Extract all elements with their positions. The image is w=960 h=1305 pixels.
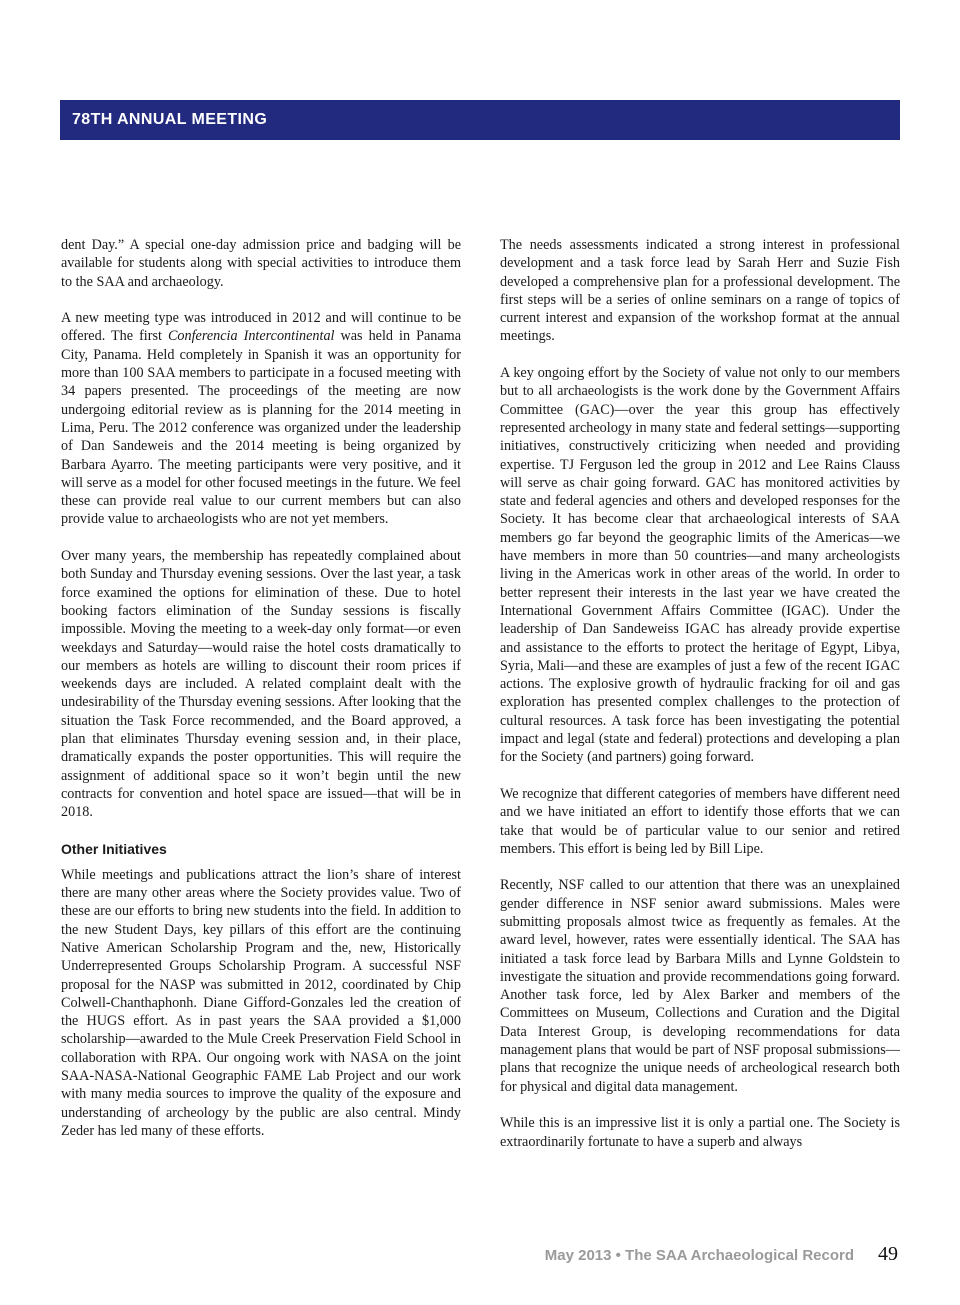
section-banner <box>60 100 900 140</box>
right-paragraph-1: The needs assessments indicated a strong interest in professional development and a task force lead by Sarah Herr and Suzie Fish developed a comprehensive plan for a professional development. The first steps will be a series of online seminars on a range of topics of current interest and expansion of the workshop format at the annual meetings. <box>500 237 900 345</box>
journal-running-footer: May 2013 • The SAA Archaeological Record <box>544 1247 854 1264</box>
section-banner-title: 78TH ANNUAL MEETING <box>72 111 268 128</box>
right-column <box>500 236 900 1169</box>
conference-name-italic: Conferencia Intercontinental <box>167 328 335 345</box>
section-heading-other-initiatives: Other Initiatives <box>61 840 167 857</box>
page-number: 49 <box>878 1243 898 1265</box>
left-column <box>61 236 461 1159</box>
left-paragraph-2-end: was held in Panama City, Panama. Held completely in Spanish it was an opportunity for more than 100 SAA members to participate in a focused meeting with 34 papers presented. The proceedings of the meeting are now undergoing editorial review as is planning for the 2014 meeting in Lima, Peru. The 2012 conference was organized under the leadership of Dan Sandeweis and the 2014 meeting is being organized by Barbara Ayarro. The meeting participants were very positive, and it will serve as a model for other focused meetings in the future. We feel these can provide real value to our current members but can also provide value to archaeologists who are not yet members. <box>61 328 461 528</box>
left-paragraph-4: While meetings and publications attract the lion’s share of interest there are many other areas where the Society provides value. Two of these are our efforts to bring new students into the field. In addition to the new Student Days, key pillars of this effort are the continuing Native American Scholarship Program and the, new, Historically Underrepresented Groups Scholarship Program. A successful NSF proposal for the NASP was submitted in 2012, coordinated by Chip Colwell-Chanthaphonh. Diane Gifford-Gonzales led the creation of the HUGS effort. As in past years the SAA provided a $1,000 scholarship—awarded to the Mule Creek Preservation Field School in collaboration with RPA. Our ongoing work with NASA on the joint SAA-NASA-National Geographic FAME Lab Project and our work with many media sources to improve the quality of the exposure and understanding of archeology by the public are also central. Mindy Zeder has led many of these efforts. <box>61 866 461 1139</box>
left-paragraph-1: dent Day.” A special one-day admission price and badging will be available for students along with special activities to introduce them to the SAA and archaeology. <box>61 237 461 290</box>
left-paragraph-2 <box>61 309 461 529</box>
right-paragraph-2: A key ongoing effort by the Society of value not only to our members but to all archaeologists is the work done by the Government Affairs Committee (GAC)—over the year this group has effectively represented archeology in many state and federal settings—supporting initiatives, constructively criticizing when needed and providing expertise. TJ Ferguson led the group in 2012 and Lee Rains Clauss will serve as chair going forward. GAC has monitored activities by state and federal agencies and others and developed responses for the Society. It has become clear that archaeological interests of SAA members go far beyond the geographic limits of the Americas—we have members in more than 50 countries—and many archeologists living in the Americas work in other areas of the world. In order to better represent their interests in the last year we have created the International Government Affairs Committee (IGAC). Under the leadership of Dan Sandeweiss IGAC has already provide expertise and assistance to the efforts to protect the heritage of Egypt, Libya, Syria, Mali—and these are examples of just a few of the recent IGAC actions. The explosive growth of hydraulic fracking for oil and gas exploration has presented complex challenges to the protection of cultural resources. A task force has been investigating the potential impact and legal (state and federal) protections and developing a plan for the Society (and partners) going forward. <box>500 365 900 766</box>
left-paragraph-2-start: A new meeting type was introduced in 2012 and will continue to be offered. The first <box>61 310 461 345</box>
left-paragraph-3: Over many years, the membership has repeatedly complained about both Sunday and Thursday evening sessions. Over the last year, a task force examined the options for elimination of these. Due to hotel booking factors elimination of the Sunday sessions is fiscally impossible. Moving the meeting to a week-day only format—or even weekdays and Saturday—would raise the hotel costs dramatically to our members as hotels are willing to discount their room prices if weekends days are included. A related complaint dealt with the undesirability of the Thursday evening sessions. After looking that the situation the Task Force recommended, and the Board approved, a plan that eliminates Thursday evening session and, in their place, dramatically expands the poster opportunities. This will require the assignment of additional space so it won’t begin until the new contracts for convention and hotel space are issued—that will be in 2018. <box>61 548 461 821</box>
right-paragraph-5: While this is an impressive list it is only a partial one. The Society is extraordinarily fortunate to have a superb and always <box>500 1115 900 1150</box>
page-footer <box>545 1243 898 1273</box>
right-paragraph-4: Recently, NSF called to our attention that there was an unexplained gender difference in NSF senior award submissions. Males were submitting proposals almost twice as frequently as females. At the award level, however, rates were essentially identical. The SAA has initiated a task force lead by Barbara Mills and Lynne Goldstein to investigate the situation and provide recommendations going forward. Another task force, led by Alex Barker and members of the Committees on Museum, Collections and Curation and the Digital Data Interest Group, is developing recommendations for data management plans that would be part of NSF proposal submissions—plans that recognize the unique needs of archeological research both for physical and digital data management. <box>500 877 900 1095</box>
right-paragraph-3: We recognize that different categories of members have different need and we have initiated an effort to identify those efforts that we can take that would be of particular value to our senior and retired members. This effort is being led by Bill Lipe. <box>500 785 900 857</box>
